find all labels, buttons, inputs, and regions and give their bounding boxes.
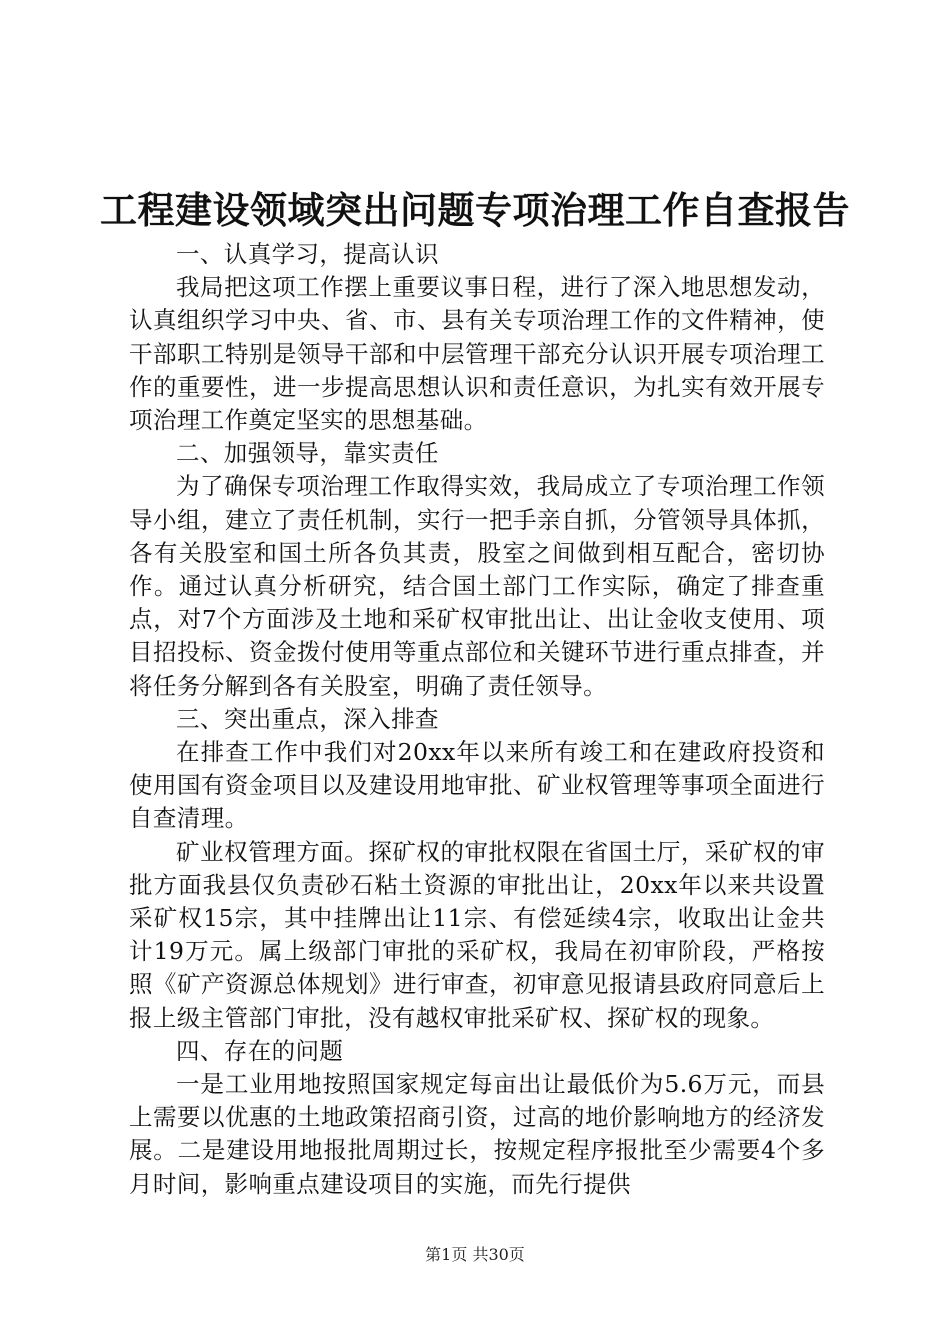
paragraph: 一是工业用地按照国家规定每亩出让最低价为5.6万元，而县上需要以优惠的土地政策招商引资，过高的地价影响地方的经济发展。二是建设用地报批周期过长，按规定程序报批至少需要4个多月时间，影响重点建设项目的实施，而先行提供 bbox=[129, 1070, 825, 1198]
paragraph: 为了确保专项治理工作取得实效，我局成立了专项治理工作领导小组，建立了责任机制，实行一把手亲自抓，分管领导具体抓，各有关股室和国土所各负其责，股室之间做到相互配合，密切协作。通过认真分析研究，结合国土部门工作实际，确定了排查重点，对7个方面涉及土地和采矿权审批出让、出让金收支使用、项目招投标、资金拨付使用等重点部位和关键环节进行重点排查，并将任务分解到各有关股室，明确了责任领导。 bbox=[129, 472, 825, 700]
paragraph: 我局把这项工作摆上重要议事日程，进行了深入地思想发动，认真组织学习中央、省、市、县有关专项治理工作的文件精神，使干部职工特别是领导干部和中层管理干部充分认识开展专项治理工作的重要性，进一步提高思想认识和责任意识，为扎实有效开展专项治理工作奠定坚实的思想基础。 bbox=[129, 273, 825, 435]
section-heading: 四、存在的问题 bbox=[176, 1036, 344, 1065]
document-title: 工程建设领域突出问题专项治理工作自查报告 bbox=[100, 188, 850, 232]
section-heading: 二、加强领导，靠实责任 bbox=[176, 439, 439, 468]
paragraph: 矿业权管理方面。探矿权的审批权限在省国土厅，采矿权的审批方面我县仅负责砂石粘土资源的审批出让，20xx年以来共设置采矿权15宗，其中挂牌出让11宗、有偿延续4宗，收取出让金共计19万元。属上级部门审批的采矿权，我局在初审阶段，严格按照《矿产资源总体规划》进行审查，初审意见报请县政府同意后上报上级主管部门审批，没有越权审批采矿权、探矿权的现象。 bbox=[129, 837, 825, 1032]
paragraph: 在排查工作中我们对20xx年以来所有竣工和在建政府投资和使用国有资金项目以及建设用地审批、矿业权管理等事项全面进行自查清理。 bbox=[129, 738, 825, 833]
page-footer: 第1页 共30页 bbox=[425, 1245, 525, 1264]
section-heading: 一、认真学习，提高认识 bbox=[176, 240, 439, 268]
document-body bbox=[129, 238, 825, 1201]
section-heading: 三、突出重点，深入排查 bbox=[176, 704, 439, 733]
